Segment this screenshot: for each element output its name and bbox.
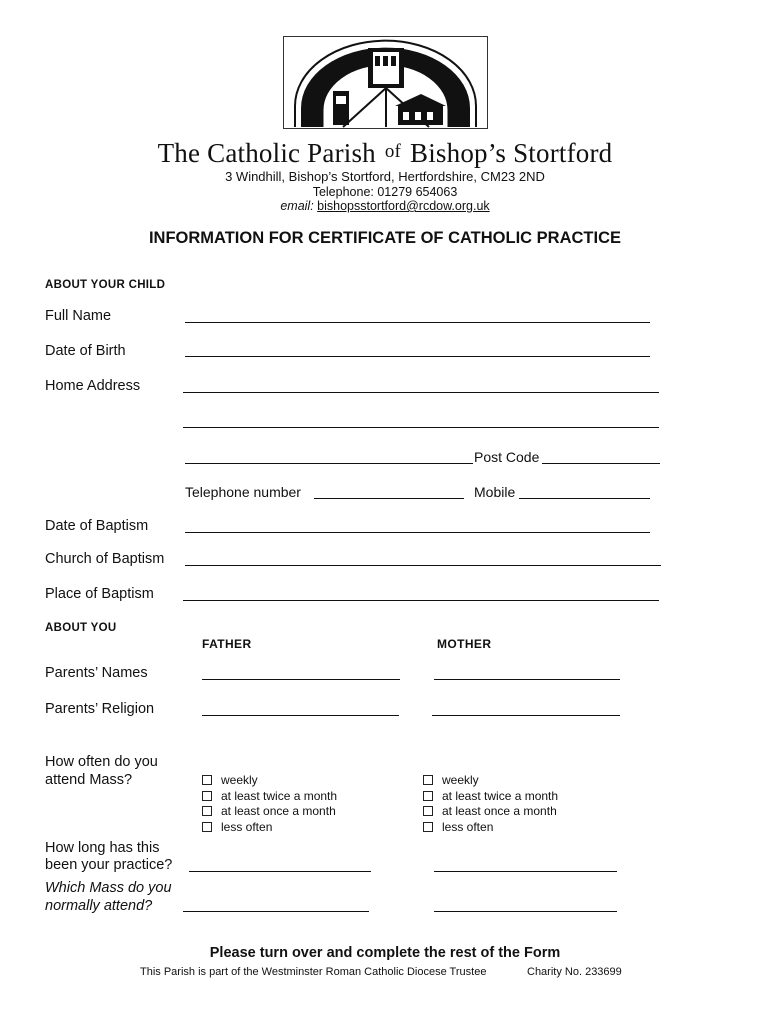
section-about-child: ABOUT YOUR CHILD xyxy=(45,279,166,291)
place-of-baptism-label: Place of Baptism xyxy=(45,586,154,602)
parish-name-of: of xyxy=(384,141,402,162)
option-label: at least twice a month xyxy=(442,788,559,803)
father-name-field[interactable] xyxy=(202,679,400,680)
post-code-label: Post Code xyxy=(474,449,540,465)
mobile-label: Mobile xyxy=(474,484,516,500)
mother-practice-field[interactable] xyxy=(434,871,617,872)
full-name-label: Full Name xyxy=(45,308,112,324)
email-label: email: xyxy=(280,199,314,213)
church-of-baptism-field[interactable] xyxy=(185,565,661,566)
parish-name-part2: Bishop’s Stortford xyxy=(410,138,613,168)
form-title: INFORMATION FOR CERTIFICATE OF CATHOLIC PRACTICE xyxy=(148,229,622,247)
church-of-baptism-label: Church of Baptism xyxy=(45,551,165,567)
charity-number: Charity No. 233699 xyxy=(527,966,622,978)
mobile-field[interactable] xyxy=(519,498,650,499)
parish-name xyxy=(0,138,770,169)
mass-question-line1: How often do you xyxy=(45,754,158,770)
father-column-heading: FATHER xyxy=(202,637,252,651)
father-option-weekly[interactable] xyxy=(202,772,258,787)
parents-religion-label: Parents’ Religion xyxy=(45,701,155,717)
practice-question-line2: been your practice? xyxy=(45,857,173,873)
practice-duration-question xyxy=(45,840,172,874)
turn-over-instruction: Please turn over and complete the rest of the Form xyxy=(209,945,561,961)
dob-field[interactable] xyxy=(185,356,650,357)
date-of-baptism-label: Date of Baptism xyxy=(45,518,149,534)
mother-name-field[interactable] xyxy=(434,679,620,680)
full-name-field[interactable] xyxy=(185,322,650,323)
father-which-mass-field[interactable] xyxy=(183,911,369,912)
option-label: less often xyxy=(442,819,494,834)
address-line-1-field[interactable] xyxy=(183,392,659,393)
parish-email-row xyxy=(0,199,770,213)
parish-telephone: Telephone: 01279 654063 xyxy=(312,185,458,199)
checkbox[interactable] xyxy=(202,806,212,816)
parish-name-part1: The Catholic Parish xyxy=(157,138,376,168)
checkbox[interactable] xyxy=(423,775,433,785)
father-option-less-often[interactable] xyxy=(202,819,272,834)
section-about-you: ABOUT YOU xyxy=(45,622,117,634)
address-line-2-field[interactable] xyxy=(183,427,659,428)
option-label: weekly xyxy=(221,772,258,787)
mother-option-twice-month[interactable] xyxy=(423,788,558,803)
checkbox[interactable] xyxy=(202,775,212,785)
mass-question-line2: attend Mass? xyxy=(45,772,133,788)
checkbox[interactable] xyxy=(423,806,433,816)
option-label: at least twice a month xyxy=(221,788,338,803)
trustee-statement: This Parish is part of the Westminster Roman Catholic Diocese Trustee xyxy=(140,966,487,978)
which-mass-question xyxy=(45,879,172,915)
parish-logo xyxy=(283,36,488,129)
practice-question-line1: How long has this xyxy=(45,840,160,856)
parish-address: 3 Windhill, Bishop’s Stortford, Hertfordshire, CM23 2ND xyxy=(225,169,545,184)
option-label: at least once a month xyxy=(221,803,336,818)
father-option-once-month[interactable] xyxy=(202,803,336,818)
mass-frequency-question xyxy=(45,753,158,789)
checkbox[interactable] xyxy=(202,822,212,832)
email-link[interactable]: bishopsstortford@rcdow.org.uk xyxy=(317,199,490,213)
father-practice-field[interactable] xyxy=(189,871,371,872)
father-option-twice-month[interactable] xyxy=(202,788,337,803)
address-line-3-field[interactable] xyxy=(185,463,473,464)
which-mass-line2: normally attend? xyxy=(45,898,153,914)
mother-option-once-month[interactable] xyxy=(423,803,557,818)
telephone-label: Telephone number xyxy=(185,484,301,500)
option-label: at least once a month xyxy=(442,803,557,818)
option-label: less often xyxy=(221,819,273,834)
telephone-field[interactable] xyxy=(314,498,464,499)
home-address-label: Home Address xyxy=(45,378,141,394)
place-of-baptism-field[interactable] xyxy=(183,600,659,601)
option-label: weekly xyxy=(442,772,479,787)
mother-which-mass-field[interactable] xyxy=(434,911,617,912)
mother-religion-field[interactable] xyxy=(432,715,620,716)
date-of-baptism-field[interactable] xyxy=(185,532,650,533)
checkbox[interactable] xyxy=(202,791,212,801)
mother-option-less-often[interactable] xyxy=(423,819,493,834)
checkbox[interactable] xyxy=(423,791,433,801)
post-code-field[interactable] xyxy=(542,463,660,464)
mother-column-heading: MOTHER xyxy=(437,637,492,651)
father-religion-field[interactable] xyxy=(202,715,399,716)
parents-names-label: Parents’ Names xyxy=(45,665,148,681)
which-mass-line1: Which Mass do you xyxy=(45,880,172,896)
checkbox[interactable] xyxy=(423,822,433,832)
mother-option-weekly[interactable] xyxy=(423,772,479,787)
dob-label: Date of Birth xyxy=(45,343,126,359)
